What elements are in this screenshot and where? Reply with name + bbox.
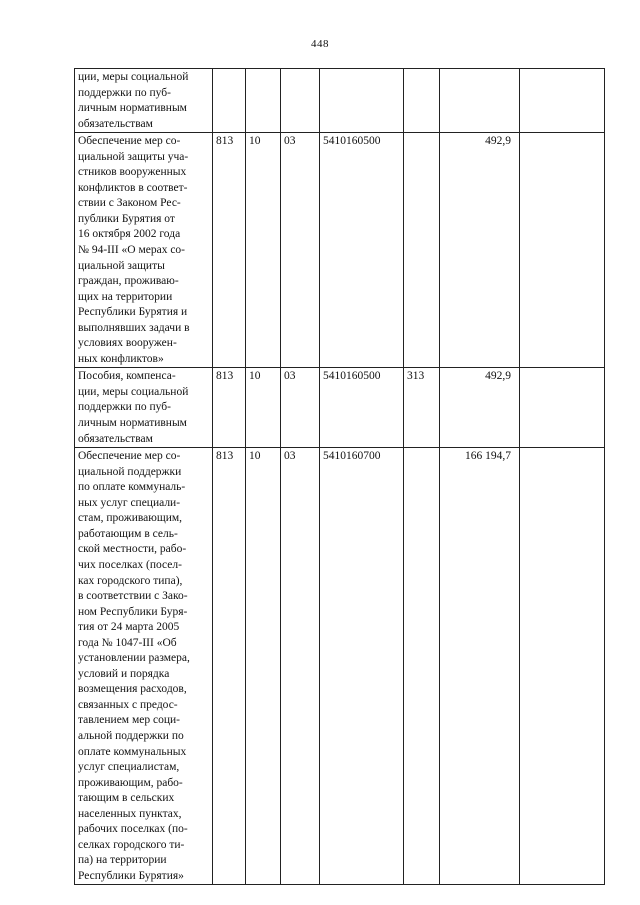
expense-type-cell xyxy=(404,133,440,368)
expense-name-line: ской местности, рабо- xyxy=(78,543,187,556)
subsection-code-cell xyxy=(281,69,320,133)
amount-cell xyxy=(440,69,520,133)
target-article-cell: 5410160700 xyxy=(320,448,404,885)
expense-name-line: тавлением мер соци- xyxy=(78,714,180,727)
table-row xyxy=(75,368,605,448)
ministry-code-cell: 813 xyxy=(213,133,246,368)
expense-name-line: года № 1047-III «Об xyxy=(78,636,177,649)
expense-name-line: поддержки по пуб- xyxy=(78,401,171,414)
expense-name-line: граждан, проживаю- xyxy=(78,275,179,288)
expense-name-line: обязательствам xyxy=(78,432,153,445)
expense-name-line: ных услуг специали- xyxy=(78,496,181,509)
expense-type-cell: 313 xyxy=(404,368,440,448)
expense-name-line: ном Республики Буря- xyxy=(78,605,188,618)
expense-name-line: Пособия, компенса- xyxy=(78,370,176,383)
expense-name-line: оплате коммунальных xyxy=(78,745,187,758)
expense-name-cell xyxy=(75,69,213,133)
section-code-cell xyxy=(246,69,281,133)
expense-name-line: выполнявших задачи в xyxy=(78,321,190,334)
target-article-cell: 5410160500 xyxy=(320,133,404,368)
expense-name-line: па) на территории xyxy=(78,854,167,867)
section-code-cell: 10 xyxy=(246,368,281,448)
expense-name-line: личным нормативным xyxy=(78,102,187,115)
ministry-code-cell: 813 xyxy=(213,368,246,448)
amount-cell: 166 194,7 xyxy=(440,448,520,885)
expense-name-line: циальной поддержки xyxy=(78,465,182,478)
expense-name-cell xyxy=(75,133,213,368)
expense-name-line: 16 октября 2002 года xyxy=(78,228,181,241)
subsection-code-cell: 03 xyxy=(281,368,320,448)
budget-table xyxy=(74,68,605,885)
expense-name-line: личным нормативным xyxy=(78,417,187,430)
expense-name-line: щих на территории xyxy=(78,290,173,303)
expense-name-line: в соответствии с Зако- xyxy=(78,590,188,603)
expense-name-line: обязательствам xyxy=(78,117,153,130)
expense-name-line: Республики Бурятия и xyxy=(78,306,188,319)
expense-name-cell xyxy=(75,448,213,885)
expense-name-line: Обеспечение мер со- xyxy=(78,450,181,463)
expense-name-line: работающим в сель- xyxy=(78,527,178,540)
expense-name-line: Республики Бурятия» xyxy=(78,869,184,882)
table-row xyxy=(75,133,605,368)
extra-cell xyxy=(520,69,605,133)
subsection-code-cell: 03 xyxy=(281,133,320,368)
expense-name-line: услуг специалистам, xyxy=(78,761,180,774)
expense-name-line: поддержки по пуб- xyxy=(78,86,171,99)
expense-name-line: публики Бурятия от xyxy=(78,212,175,225)
target-article-cell xyxy=(320,69,404,133)
page-number: 448 xyxy=(311,38,329,50)
expense-name-line: тия от 24 марта 2005 xyxy=(78,621,180,634)
extra-cell xyxy=(520,368,605,448)
expense-name-line: населенных пунктах, xyxy=(78,807,182,820)
subsection-code-cell: 03 xyxy=(281,448,320,885)
expense-name-line: Обеспечение мер со- xyxy=(78,135,181,148)
expense-name-line: циальной защиты уча- xyxy=(78,150,189,163)
amount-cell: 492,9 xyxy=(440,133,520,368)
expense-name-line: ствии с Законом Рес- xyxy=(78,197,181,210)
expense-name-line: установлении размера, xyxy=(78,652,190,665)
expense-name-line: селках городского ти- xyxy=(78,838,185,851)
expense-name-line: ции, меры социальной xyxy=(78,71,189,83)
ministry-code-cell: 813 xyxy=(213,448,246,885)
expense-name-cell xyxy=(75,368,213,448)
table-row xyxy=(75,448,605,885)
expense-name-line: ках городского типа), xyxy=(78,574,183,587)
expense-name-line: условий и порядка xyxy=(78,667,170,680)
expense-name-line: ных конфликтов» xyxy=(78,352,164,365)
ministry-code-cell xyxy=(213,69,246,133)
extra-cell xyxy=(520,448,605,885)
expense-name-line: по оплате коммуналь- xyxy=(78,481,186,494)
expense-type-cell xyxy=(404,448,440,885)
expense-name-line: стам, проживающим, xyxy=(78,512,183,525)
expense-name-line: возмещения расходов, xyxy=(78,683,187,696)
expense-name-line: № 94-III «О мерах со- xyxy=(78,244,186,257)
expense-name-line: ции, меры социальной xyxy=(78,385,189,398)
expense-name-line: конфликтов в соответ- xyxy=(78,181,188,194)
expense-name-line: стников вооруженных xyxy=(78,166,187,179)
target-article-cell: 5410160500 xyxy=(320,368,404,448)
extra-cell xyxy=(520,133,605,368)
expense-name-line: условиях вооружен- xyxy=(78,337,177,350)
amount-cell: 492,9 xyxy=(440,368,520,448)
expense-name-line: связанных с предос- xyxy=(78,698,178,711)
expense-name-line: альной поддержки по xyxy=(78,729,184,742)
section-code-cell: 10 xyxy=(246,448,281,885)
expense-name-line: циальной защиты xyxy=(78,259,165,272)
expense-name-line: тающим в сельских xyxy=(78,792,175,805)
section-code-cell: 10 xyxy=(246,133,281,368)
table-row xyxy=(75,69,605,133)
expense-type-cell xyxy=(404,69,440,133)
expense-name-line: чих поселках (посел- xyxy=(78,558,182,571)
expense-name-line: рабочих поселках (по- xyxy=(78,823,188,836)
expense-name-line: проживающим, рабо- xyxy=(78,776,183,789)
